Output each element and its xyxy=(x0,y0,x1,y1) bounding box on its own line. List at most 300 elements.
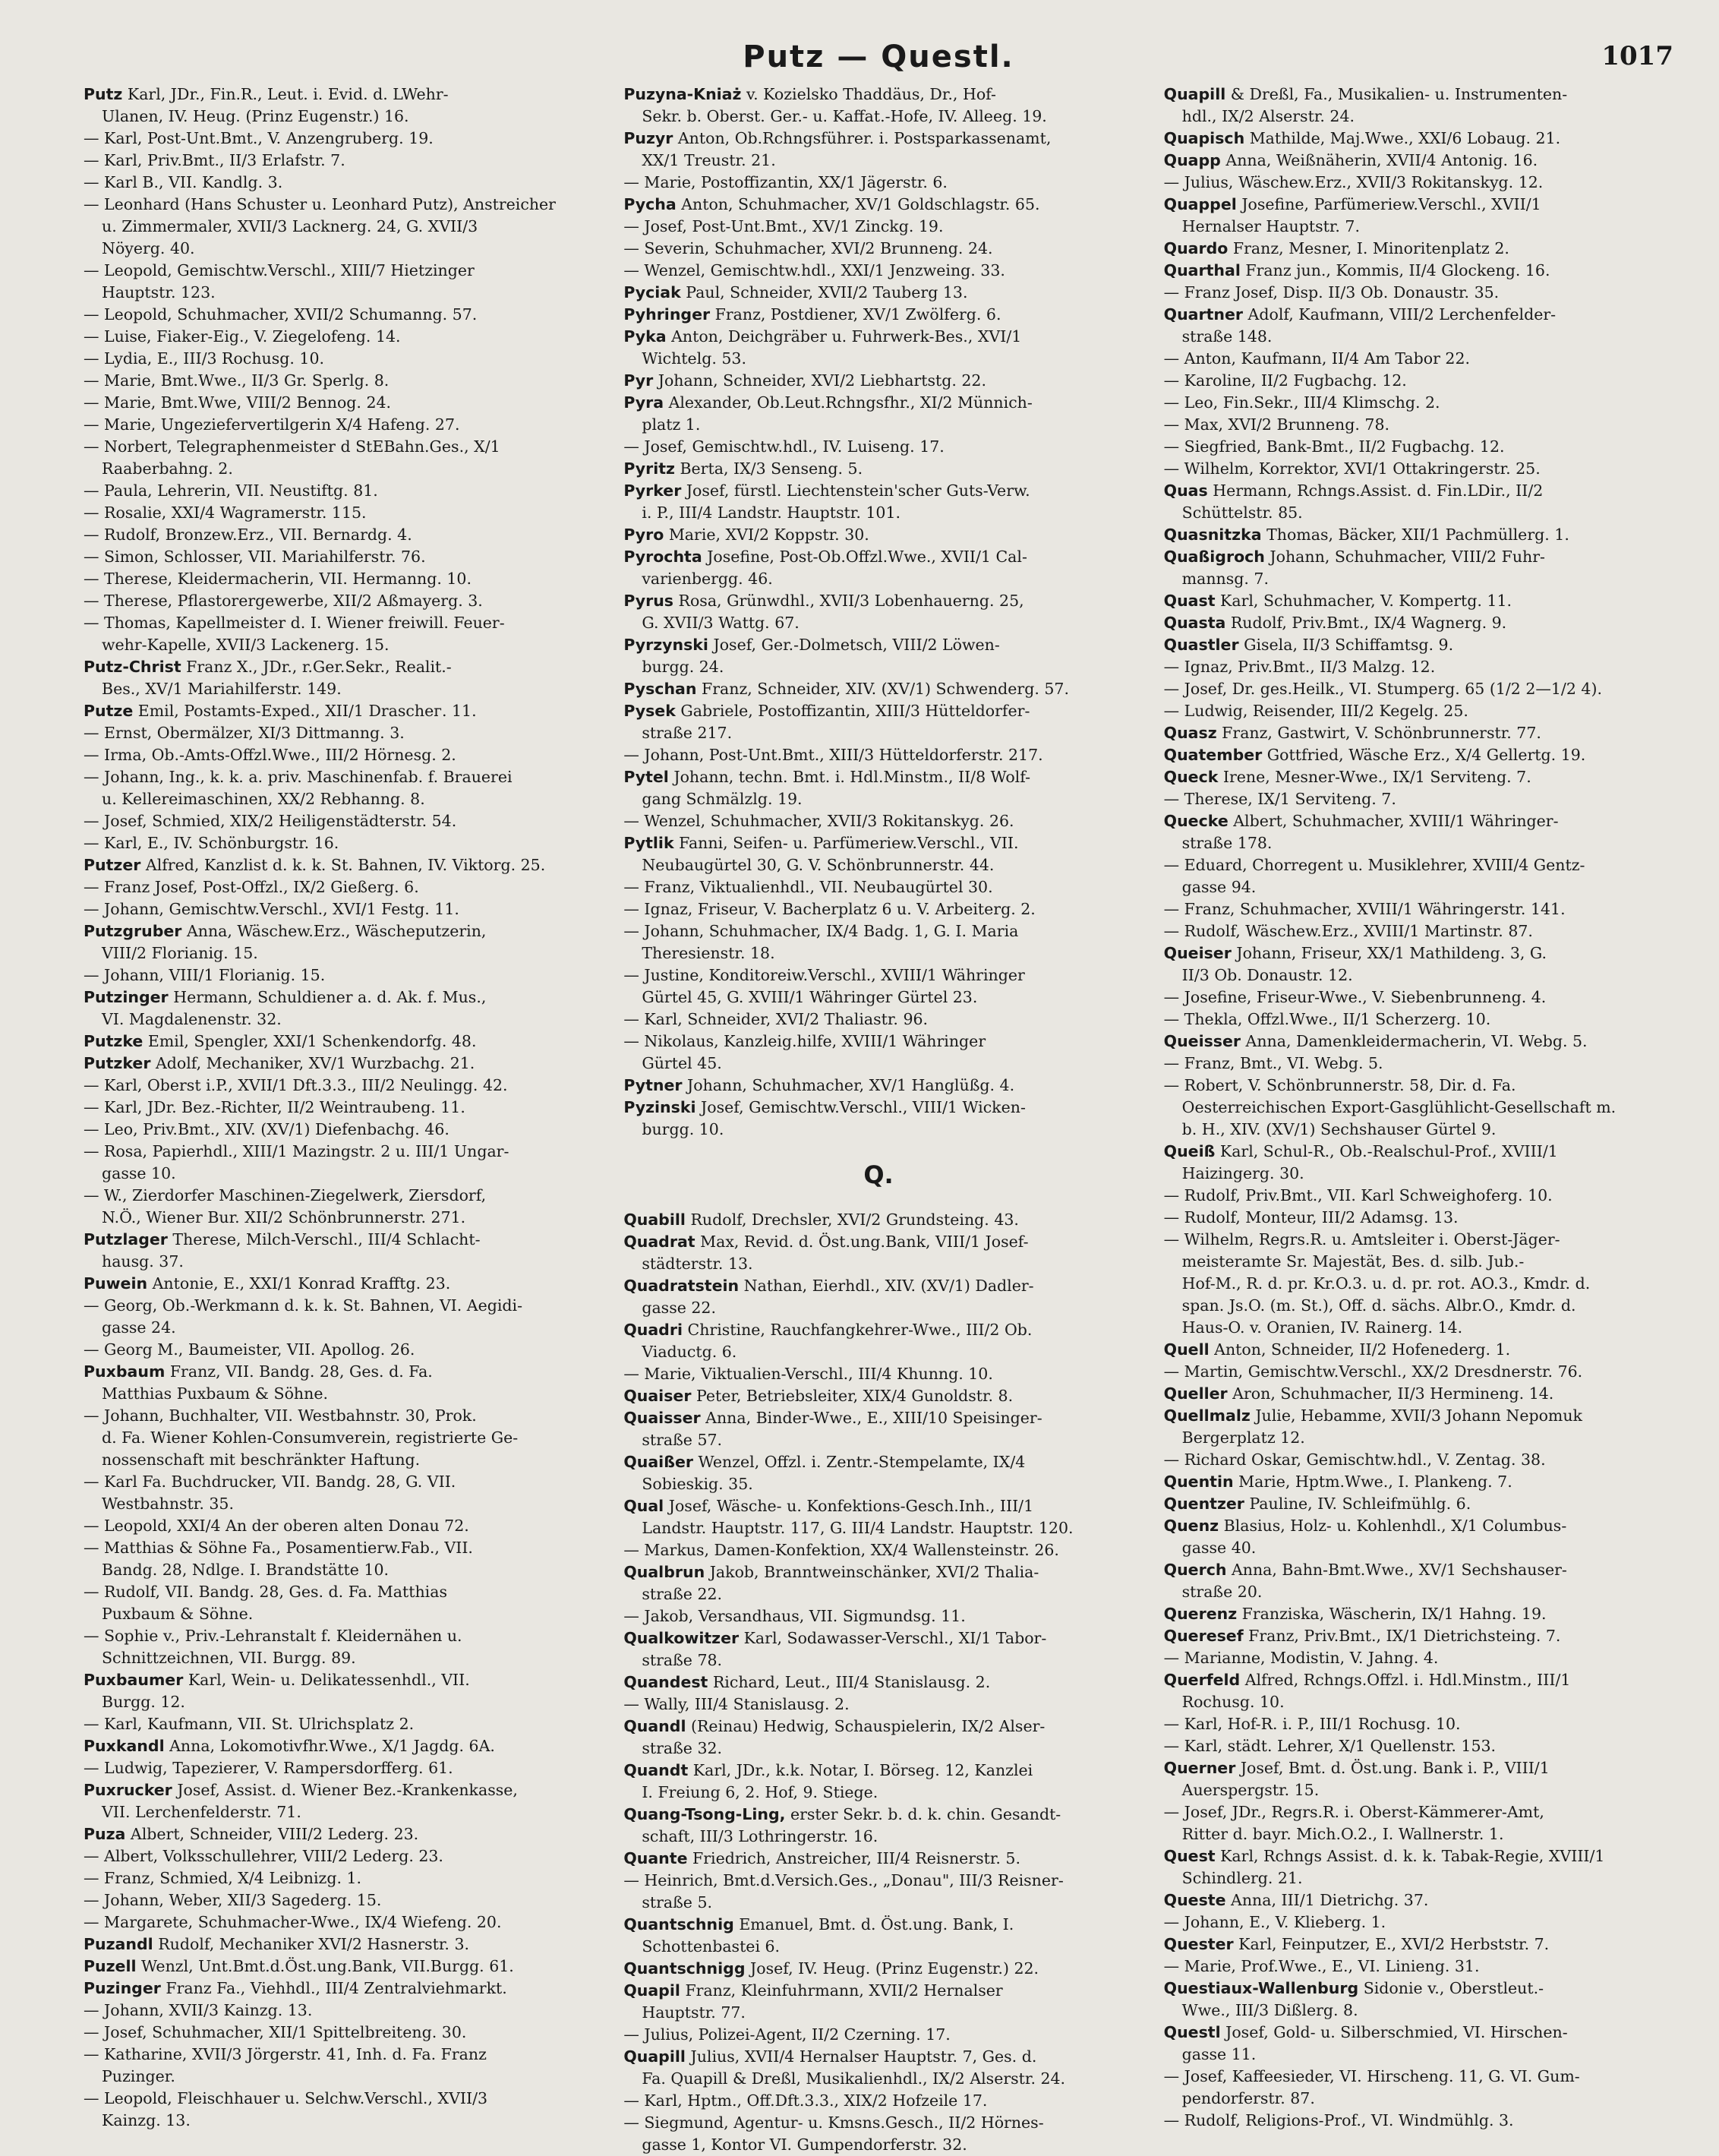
directory-entry xyxy=(1164,1625,1673,1647)
directory-entry xyxy=(84,392,593,414)
directory-entry xyxy=(84,1427,593,1449)
directory-entry xyxy=(84,128,593,150)
directory-entry xyxy=(1164,1713,1673,1735)
entry-surname: Pyciak xyxy=(623,283,681,301)
directory-entry xyxy=(623,1473,1133,1495)
entry-text: — Johann, VIII/1 Florianig. 15. xyxy=(84,966,326,984)
directory-entry xyxy=(84,2110,593,2132)
entry-text: Emil, Postamts-Exped., XII/1 Draschег. 11. xyxy=(133,702,477,720)
entry-text: Hof-M., R. d. pr. Kr.O.3. u. d. pr. rot. AO.3., Kmdr. d. xyxy=(1181,1274,1591,1293)
entry-surname: Puwein xyxy=(84,1274,148,1293)
entry-text: Adolf, Kaufmann, VIII/2 Lerchenfelder- xyxy=(1243,305,1557,324)
entry-text: Blasius, Holz- u. Kohlenhdl., X/1 Columbus- xyxy=(1219,1517,1567,1535)
directory-entry xyxy=(84,84,593,106)
directory-entry xyxy=(623,1826,1133,1848)
directory-entry xyxy=(623,392,1133,414)
directory-entry xyxy=(84,1075,593,1097)
entry-text: — Max, XVI/2 Brunneng. 78. xyxy=(1163,415,1390,434)
entry-text: — Therese, Pflastorergewerbe, XII/2 Aßmayerg. 3. xyxy=(84,592,483,610)
entry-text: Wichtelg. 53. xyxy=(642,349,746,368)
entry-text: — Anton, Kaufmann, II/4 Am Tabor 22. xyxy=(1163,349,1471,368)
entry-text: — Katharine, XVII/3 Jörgerstr. 41, Inh. d. Fa. Franz xyxy=(84,2045,487,2063)
entry-text: Schnittzeichnen, VII. Burgg. 89. xyxy=(102,1649,356,1667)
directory-entry xyxy=(1164,458,1673,480)
directory-entry xyxy=(623,150,1133,172)
entry-text: Anna, Weißnäherin, XVII/4 Antonig. 16. xyxy=(1220,151,1538,169)
entry-surname: Quappel xyxy=(1163,195,1237,213)
directory-entry xyxy=(1164,722,1673,744)
directory-entry xyxy=(623,524,1133,546)
entry-text: — Johann, Post-Unt.Bmt., XIII/3 Hütteldorferstr. 217. xyxy=(623,746,1043,764)
entry-text: — Leo, Fin.Sekr., III/4 Klimschg. 2. xyxy=(1163,393,1440,412)
columns xyxy=(84,84,1673,2156)
entry-text: — Paula, Lehrerin, VII. Neustiftg. 81. xyxy=(84,481,378,500)
entry-text: Burgg. 12. xyxy=(102,1693,185,1711)
directory-entry xyxy=(623,1297,1133,1319)
directory-entry xyxy=(1164,1581,1673,1603)
directory-entry xyxy=(623,1119,1133,1141)
directory-entry xyxy=(1164,1097,1673,1119)
entry-surname: Queiser xyxy=(1163,944,1232,962)
entry-text: — Albert, Volksschullehrer, VIII/2 Lederg. 23. xyxy=(84,1847,443,1865)
entry-surname: Quartner xyxy=(1163,305,1244,324)
directory-entry xyxy=(623,1958,1133,1980)
directory-entry xyxy=(1164,678,1673,700)
entry-text: — Josef, Schmied, XIX/2 Heiligenstädterstr. 54. xyxy=(84,812,457,830)
entry-text: — Karl, Oberst i.P., XVII/1 Dft.3.3., III/2 Neulingg. 42. xyxy=(84,1076,508,1094)
entry-text: — Johann, Buchhalter, VII. Westbahnstr. 30, Prok. xyxy=(84,1406,477,1425)
entry-text: Rudolf, Mechaniker XVI/2 Hasnerstr. 3. xyxy=(153,1935,470,1953)
directory-entry xyxy=(84,1361,593,1383)
directory-entry xyxy=(1164,1911,1673,1933)
directory-entry xyxy=(623,678,1133,700)
entry-surname: Pyrus xyxy=(623,592,674,610)
entry-text: Antonie, E., XXI/1 Konrad Krafftg. 23. xyxy=(147,1274,451,1293)
entry-surname: Quaißer xyxy=(623,1453,693,1471)
entry-text: gasse 40. xyxy=(1181,1539,1257,1557)
entry-text: Therese, Milch-Verschl., III/4 Schlacht- xyxy=(167,1230,481,1248)
entry-text: Anton, Deichgräber u. Fuhrwerk-Bes., XVI/1 xyxy=(666,327,1022,346)
directory-entry xyxy=(84,964,593,986)
entry-text: Gisela, II/3 Schiffamtsg. 9. xyxy=(1238,636,1454,654)
directory-entry xyxy=(1164,1845,1673,1867)
directory-entry xyxy=(1164,1317,1673,1339)
directory-entry xyxy=(623,2046,1133,2068)
entry-text: — Rudolf, Religions-Prof., VI. Windmühlg. 3. xyxy=(1163,2111,1514,2129)
entry-surname: Puzinger xyxy=(84,1979,161,1997)
directory-entry xyxy=(623,1760,1133,1782)
entry-text: Rudolf, Drechsler, XVI/2 Grundsteing. 43. xyxy=(685,1211,1019,1229)
entry-text: i. P., III/4 Landstr. Hauptstr. 101. xyxy=(642,503,901,522)
directory-entry xyxy=(84,788,593,810)
entry-text: gasse 10. xyxy=(102,1164,176,1182)
entry-surname: Quasta xyxy=(1163,614,1226,632)
entry-text: burgg. 24. xyxy=(642,658,724,676)
entry-surname: Quarthal xyxy=(1163,261,1241,279)
directory-entry xyxy=(623,1671,1133,1694)
directory-entry xyxy=(84,216,593,238)
entry-text: Puxbaum & Söhne. xyxy=(102,1605,254,1623)
directory-entry xyxy=(1164,1691,1673,1713)
entry-text: Alexander, Ob.Leut.Rchngsfhr., XI/2 Münnich- xyxy=(664,393,1033,412)
entry-text: — Leopold, Fleischhauer u. Selchw.Verschl., XVII/3 xyxy=(84,2089,488,2107)
entry-text: — Marie, Bmt.Wwe., II/3 Gr. Sperlg. 8. xyxy=(84,371,390,390)
directory-entry xyxy=(1164,656,1673,678)
entry-surname: Quantschnig xyxy=(623,1915,734,1933)
entry-text: — Severin, Schuhmacher, XVI/2 Brunneng. 24. xyxy=(623,239,993,257)
entry-surname: Quasnitzka xyxy=(1163,526,1262,544)
entry-text: Karl, Feinputzer, E., XVI/2 Herbststr. 7. xyxy=(1233,1935,1550,1953)
entry-surname: Putzke xyxy=(84,1032,144,1050)
directory-entry xyxy=(84,1911,593,1933)
entry-surname: Quantschnigg xyxy=(623,1959,746,1978)
directory-entry xyxy=(1164,1889,1673,1911)
directory-entry xyxy=(623,1804,1133,1826)
directory-entry xyxy=(1164,1207,1673,1229)
directory-entry xyxy=(1164,524,1673,546)
entry-text: Josef, Gold- u. Silberschmied, VI. Hirschen- xyxy=(1220,2023,1568,2041)
entry-text: Hermann, Rchngs.Assist. d. Fin.LDir., II/2 xyxy=(1207,481,1544,500)
entry-text: straße 217. xyxy=(642,724,733,742)
directory-entry xyxy=(623,304,1133,326)
entry-text: — Leo, Priv.Bmt., XIV. (XV/1) Diefenbachg. 46. xyxy=(84,1120,449,1138)
entry-text: straße 32. xyxy=(642,1739,723,1757)
directory-entry xyxy=(84,898,593,920)
directory-entry xyxy=(1164,964,1673,986)
directory-entry xyxy=(1164,1559,1673,1581)
entry-text: Bergerplatz 12. xyxy=(1181,1428,1305,1447)
directory-entry xyxy=(1164,1493,1673,1515)
directory-entry xyxy=(1164,1779,1673,1801)
entry-text: Franz X., JDr., r.Ger.Sekr., Realit.- xyxy=(181,658,452,676)
entry-text: straße 148. xyxy=(1181,327,1273,346)
entry-text: — Leopold, Gemischtw.Verschl., XIII/7 Hietzinger xyxy=(84,261,475,279)
directory-entry xyxy=(84,1207,593,1229)
entry-text: d. Fa. Wiener Kohlen-Consumverein, registrierte Ge- xyxy=(102,1428,519,1447)
directory-entry xyxy=(84,1669,593,1691)
entry-text: — Johann, Ing., k. k. a. priv. Maschinenfab. f. Brauerei xyxy=(84,768,513,786)
entry-surname: Quardo xyxy=(1163,239,1229,257)
directory-entry xyxy=(623,1097,1133,1119)
entry-text: — Nikolaus, Kanzleig.hilfe, XVIII/1 Währinger xyxy=(623,1032,986,1050)
entry-surname: Queisser xyxy=(1163,1032,1241,1050)
entry-text: Johann, Friseur, XX/1 Mathildeng. 3, G. xyxy=(1231,944,1547,962)
directory-entry xyxy=(84,656,593,678)
entry-text: Marie, XVI/2 Koppstr. 30. xyxy=(664,526,869,544)
directory-entry xyxy=(623,1914,1133,1936)
directory-entry xyxy=(623,920,1133,942)
directory-entry xyxy=(84,1317,593,1339)
entry-text: — Franz, Schuhmacher, XVIII/1 Währingerstr. 141. xyxy=(1163,900,1566,918)
entry-surname: Pyra xyxy=(623,393,664,412)
entry-text: — Marie, Ungeziefervertilgerin X/4 Hafeng. 27. xyxy=(84,415,460,434)
entry-text: nossenschaft mit beschränkter Haftung. xyxy=(102,1450,421,1469)
entry-text: — Lydia, E., III/3 Rochusg. 10. xyxy=(84,349,324,368)
directory-entry xyxy=(84,1978,593,2000)
directory-entry xyxy=(84,1779,593,1801)
entry-text: Neubaugürtel 30, G. V. Schönbrunnerstr. 44. xyxy=(642,856,995,874)
entry-text: platz 1. xyxy=(642,415,701,434)
entry-text: Franz, Mesner, I. Minoritenplatz 2. xyxy=(1228,239,1509,257)
entry-text: — Justine, Konditoreiw.Verschl., XVIII/1 Währinger xyxy=(623,966,1025,984)
directory-entry xyxy=(1164,172,1673,194)
directory-entry xyxy=(84,678,593,700)
entry-text: — Ludwig, Reisender, III/2 Kegelg. 25. xyxy=(1163,702,1468,720)
entry-text: — Therese, Kleidermacherin, VII. Hermanng. 10. xyxy=(84,570,472,588)
entry-text: Viaductg. 6. xyxy=(642,1343,737,1361)
directory-entry xyxy=(84,546,593,568)
directory-entry xyxy=(84,1647,593,1669)
entry-surname: Pyhringer xyxy=(623,305,711,324)
column-2-q-entries xyxy=(623,1209,1133,2156)
entry-surname: Quandest xyxy=(623,1673,708,1691)
directory-entry xyxy=(1164,392,1673,414)
entry-text: Josef, Ger.-Dolmetsch, VIII/2 Löwen- xyxy=(708,636,1000,654)
column-3 xyxy=(1164,84,1673,2156)
directory-entry xyxy=(1164,1009,1673,1031)
entry-surname: Quandt xyxy=(623,1761,689,1779)
directory-entry xyxy=(84,2022,593,2044)
directory-entry xyxy=(623,1031,1133,1053)
directory-entry xyxy=(84,722,593,744)
entry-text: — Franz, Viktualienhdl., VII. Neubaugürtel 30. xyxy=(623,878,993,896)
directory-entry xyxy=(623,1407,1133,1429)
entry-surname: Pycha xyxy=(623,195,677,213)
entry-surname: Puxbaum xyxy=(84,1362,166,1381)
directory-entry xyxy=(84,1383,593,1405)
directory-entry xyxy=(623,986,1133,1009)
entry-surname: Puzandl xyxy=(84,1935,153,1953)
directory-entry xyxy=(1164,1823,1673,1845)
directory-entry xyxy=(623,1936,1133,1958)
entry-text: — Leopold, Schuhmacher, XVII/2 Schumanng. 57. xyxy=(84,305,478,324)
directory-entry xyxy=(623,898,1133,920)
directory-entry xyxy=(623,1363,1133,1385)
directory-entry xyxy=(1164,788,1673,810)
directory-entry xyxy=(623,2134,1133,2156)
entry-text: Franz jun., Kommis, II/4 Glockeng. 16. xyxy=(1240,261,1550,279)
entry-surname: Quentzer xyxy=(1163,1495,1244,1513)
directory-entry xyxy=(623,2024,1133,2046)
entry-surname: Puxkandl xyxy=(84,1737,165,1755)
directory-entry xyxy=(623,260,1133,282)
column-2 xyxy=(623,84,1133,2156)
directory-entry xyxy=(84,238,593,260)
entry-text: Wenzel, Offzl. i. Zentr.-Stempelamte, IX/4 xyxy=(692,1453,1026,1471)
directory-entry xyxy=(84,260,593,282)
directory-entry xyxy=(623,326,1133,348)
directory-entry xyxy=(623,1627,1133,1649)
directory-entry xyxy=(84,1867,593,1889)
entry-text: Karl, JDr., Fin.R., Leut. i. Evid. d. LWehr- xyxy=(122,85,449,103)
directory-entry xyxy=(1164,2022,1673,2044)
entry-text: — Marie, Bmt.Wwe, VIII/2 Bennog. 24. xyxy=(84,393,392,412)
entry-surname: Pyritz xyxy=(623,459,675,478)
directory-entry xyxy=(1164,1449,1673,1471)
directory-entry xyxy=(84,1493,593,1515)
directory-entry xyxy=(623,1209,1133,1231)
entry-text: — Johann, XVII/3 Kainzg. 13. xyxy=(84,2001,313,2019)
entry-text: Jakob, Branntweinschänker, XVI/2 Thalia- xyxy=(705,1563,1039,1581)
directory-entry xyxy=(84,2088,593,2110)
entry-text: Landstr. Hauptstr. 117, G. III/4 Landstr. Hauptstr. 120. xyxy=(642,1519,1074,1537)
directory-entry xyxy=(623,722,1133,744)
directory-entry xyxy=(84,942,593,964)
entry-text: varienbergg. 46. xyxy=(642,570,773,588)
entry-text: — Martin, Gemischtw.Verschl., XX/2 Dresdnerstr. 76. xyxy=(1163,1362,1583,1381)
directory-entry xyxy=(84,1163,593,1185)
directory-entry xyxy=(84,1933,593,1956)
entry-surname: Qualkowitzer xyxy=(623,1629,740,1647)
entry-surname: Putz xyxy=(84,85,123,103)
directory-entry xyxy=(84,1141,593,1163)
directory-entry xyxy=(84,1603,593,1625)
directory-entry xyxy=(1164,1361,1673,1383)
entry-text: Haizingerg. 30. xyxy=(1181,1164,1304,1182)
directory-entry xyxy=(84,458,593,480)
directory-entry xyxy=(1164,590,1673,612)
entry-surname: Quasz xyxy=(1163,724,1217,742)
entry-text: — Marianne, Modistin, V. Jahng. 4. xyxy=(1163,1649,1439,1667)
directory-entry xyxy=(84,1823,593,1845)
directory-entry xyxy=(84,1449,593,1471)
entry-text: — Franz, Schmied, X/4 Leibnizg. 1. xyxy=(84,1869,362,1887)
entry-text: Bes., XV/1 Mariahilferstr. 149. xyxy=(102,680,342,698)
entry-surname: Querfeld xyxy=(1163,1671,1241,1689)
entry-text: Kainzg. 13. xyxy=(102,2111,191,2129)
entry-text: b. H., XIV. (XV/1) Sechshauser Gürtel 9. xyxy=(1181,1120,1497,1138)
entry-text: Hauptstr. 77. xyxy=(642,2003,746,2022)
entry-text: — Karl, Schneider, XVI/2 Thaliastr. 96. xyxy=(623,1010,929,1028)
entry-text: Rosa, Grünwdhl., XVII/3 Lobenhauerng. 25, xyxy=(673,592,1024,610)
directory-entry xyxy=(1164,304,1673,326)
entry-text: straße 57. xyxy=(642,1431,723,1449)
directory-entry xyxy=(1164,2088,1673,2110)
entry-text: Anton, Schuhmacher, XV/1 Goldschlagstr. 65. xyxy=(676,195,1040,213)
entry-surname: Quapill xyxy=(1163,85,1226,103)
directory-entry xyxy=(84,568,593,590)
directory-entry xyxy=(1164,84,1673,106)
entry-text: — Karl, Post-Unt.Bmt., V. Anzengruberg. 19. xyxy=(84,129,434,147)
directory-entry xyxy=(623,1429,1133,1451)
entry-surname: Quast xyxy=(1163,592,1216,610)
directory-entry xyxy=(84,1273,593,1295)
directory-entry xyxy=(1164,216,1673,238)
directory-entry xyxy=(1164,766,1673,788)
directory-entry xyxy=(623,744,1133,766)
entry-text: Anton, Ob.Rchngsführer. i. Postsparkassenamt, xyxy=(673,129,1052,147)
directory-entry xyxy=(1164,832,1673,854)
entry-text: — Julius, Wäschew.Erz., XVII/3 Rokitanskyg. 12. xyxy=(1163,173,1544,191)
entry-text: Josef, Gemischtw.Verschl., VIII/1 Wicken- xyxy=(695,1098,1026,1116)
entry-text: — Matthias & Söhne Fa., Posamentierw.Fab., VII. xyxy=(84,1539,473,1557)
entry-surname: Pyzinski xyxy=(623,1098,696,1116)
entry-text: — Rudolf, Priv.Bmt., VII. Karl Schweighoferg. 10. xyxy=(1163,1186,1553,1204)
entry-text: gasse 94. xyxy=(1181,878,1257,896)
entry-text: Johann, techn. Bmt. i. Hdl.Minstm., II/8 Wolf- xyxy=(668,768,1031,786)
entry-text: VII. Lerchenfelderstr. 71. xyxy=(102,1803,301,1821)
entry-text: — Jakob, Versandhaus, VII. Sigmundsg. 11. xyxy=(623,1607,966,1625)
entry-text: — Josef, Kaffeesieder, VI. Hirscheng. 11, G. VI. Gum- xyxy=(1163,2067,1580,2085)
entry-text: — Siegfried, Bank-Bmt., II/2 Fugbachg. 12. xyxy=(1163,437,1505,456)
entry-text: Johann, Schuhmacher, VIII/2 Fuhr- xyxy=(1264,548,1545,566)
directory-entry xyxy=(84,436,593,458)
entry-text: Berta, IX/3 Senseng. 5. xyxy=(674,459,863,478)
entry-text: Gürtel 45, G. XVIII/1 Währinger Gürtel 23. xyxy=(642,988,978,1006)
entry-text: Hernalser Hauptstr. 7. xyxy=(1181,217,1360,235)
directory-entry xyxy=(623,1694,1133,1716)
entry-text: Karl, Rchngs Assist. d. k. k. Tabak-Regie, XVIII/1 xyxy=(1215,1847,1605,1865)
entry-text: Franz, Gastwirt, V. Schönbrunnerstr. 77. xyxy=(1216,724,1541,742)
entry-text: Wenzl, Unt.Bmt.d.Öst.ung.Bank, VII.Burgg. 61. xyxy=(136,1957,514,1975)
entry-text: Ulanen, IV. Heug. (Prinz Eugenstr.) 16. xyxy=(102,107,409,125)
directory-entry xyxy=(84,810,593,832)
entry-surname: Quaßigroch xyxy=(1163,548,1265,566)
directory-entry xyxy=(623,1892,1133,1914)
directory-entry xyxy=(1164,194,1673,216)
directory-entry xyxy=(1164,634,1673,656)
directory-entry xyxy=(84,1515,593,1537)
entry-surname: Quester xyxy=(1163,1935,1234,1953)
entry-text: gasse 22. xyxy=(642,1299,716,1317)
directory-entry xyxy=(1164,1339,1673,1361)
directory-entry xyxy=(84,2000,593,2022)
entry-surname: Pysek xyxy=(623,702,676,720)
directory-entry xyxy=(623,766,1133,788)
directory-entry xyxy=(1164,898,1673,920)
directory-entry xyxy=(623,546,1133,568)
directory-entry xyxy=(623,1495,1133,1517)
entry-text: Schindlerg. 21. xyxy=(1181,1869,1303,1887)
directory-entry xyxy=(623,370,1133,392)
entry-surname: Pytner xyxy=(623,1076,683,1094)
directory-entry xyxy=(1164,1801,1673,1823)
entry-text: Sobieskig. 35. xyxy=(642,1475,753,1493)
entry-surname: Puzyr xyxy=(623,129,673,147)
entry-surname: Putz-Christ xyxy=(84,658,181,676)
entry-text: Josef, Bmt. d. Öst.ung. Bank i. P., VIII/1 xyxy=(1235,1759,1550,1777)
entry-surname: Quest xyxy=(1163,1847,1216,1865)
entry-text: — Thomas, Kapellmeister d. I. Wiener freiwill. Feuer- xyxy=(84,614,505,632)
entry-surname: Pyr xyxy=(623,371,654,390)
directory-entry xyxy=(623,656,1133,678)
entry-text: — Siegmund, Agentur- u. Kmsns.Gesch., II/2 Hörnes- xyxy=(623,2113,1044,2132)
entry-text: Raaberbahng. 2. xyxy=(102,459,233,478)
entry-text: — Franz, Bmt., VI. Webg. 5. xyxy=(1163,1054,1383,1072)
entry-text: Irene, Mesner-Wwe., IX/1 Serviteng. 7. xyxy=(1218,768,1531,786)
entry-text: Anna, Bahn-Bmt.Wwe., XV/1 Sechshauser- xyxy=(1226,1561,1567,1579)
entry-text: pendorferstr. 87. xyxy=(1181,2089,1315,2107)
entry-text: meisteramte Sr. Majestät, Bes. d. silb. Jub.- xyxy=(1181,1252,1525,1271)
entry-surname: Quas xyxy=(1163,481,1208,500)
directory-entry xyxy=(84,1471,593,1493)
directory-entry xyxy=(623,2002,1133,2024)
directory-entry xyxy=(1164,1537,1673,1559)
directory-entry xyxy=(1164,744,1673,766)
directory-entry xyxy=(623,414,1133,436)
directory-entry xyxy=(1164,1427,1673,1449)
directory-entry xyxy=(1164,1515,1673,1537)
entry-surname: Queresef xyxy=(1163,1627,1244,1645)
entry-text: N.Ö., Wiener Bur. XII/2 Schönbrunnerstr. 271. xyxy=(102,1208,466,1226)
directory-entry xyxy=(84,1757,593,1779)
entry-text: straße 5. xyxy=(642,1893,713,1911)
directory-entry xyxy=(623,84,1133,106)
directory-entry xyxy=(1164,876,1673,898)
entry-surname: Quante xyxy=(623,1849,688,1867)
entry-text: Peter, Betriebsleiter, XIX/4 Gunoldstr. 8. xyxy=(691,1387,1014,1405)
directory-entry xyxy=(1164,128,1673,150)
